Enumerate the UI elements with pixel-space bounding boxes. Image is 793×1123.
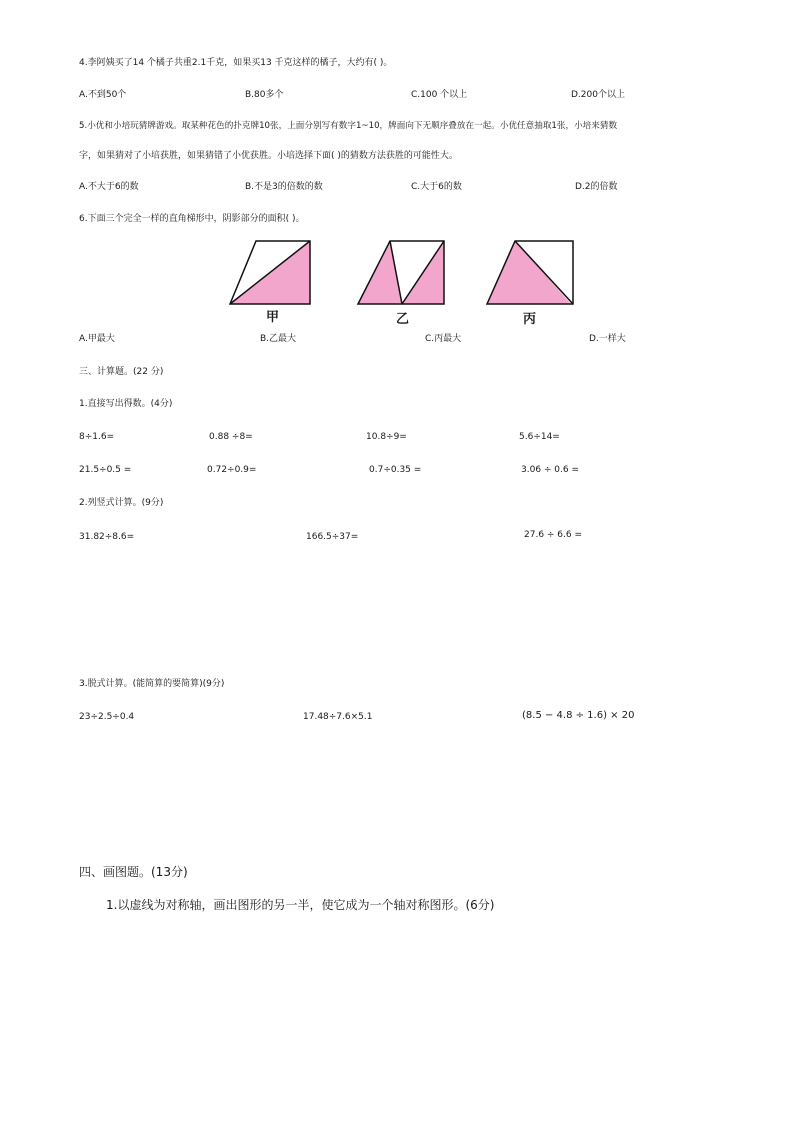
trapezoid-yi-figure (356, 240, 456, 310)
calc-item: 21.5÷0.5 = (79, 465, 132, 475)
q4-option-a: A.不到50个 (79, 90, 127, 100)
section4-part1-title: 1.以虚线为对称轴，画出图形的另一半，使它成为一个轴对称图形。(6分) (106, 898, 495, 912)
label-bing: 丙 (523, 312, 537, 327)
section3-part3-title: 3.脱式计算。(能简算的要简算)(9分) (79, 679, 225, 689)
trapezoid-jia-figure (228, 240, 328, 310)
q6-option-b: B.乙最大 (260, 334, 297, 344)
label-jia: 甲 (266, 310, 280, 325)
calc-item: 3.06 ÷ 0.6 = (521, 465, 580, 475)
mixed-calc-item: 17.48÷7.6×5.1 (303, 712, 373, 722)
vertical-calc-item: 166.5÷37= (306, 532, 359, 542)
q5-option-b: B.不是3的倍数的数 (245, 182, 323, 192)
q6-option-d: D.一样大 (589, 334, 626, 344)
vertical-calc-item: 27.6 ÷ 6.6 = (524, 530, 583, 540)
section3-part2-title: 2.列竖式计算。(9分) (79, 498, 164, 508)
section3-part1-title: 1.直接写出得数。(4分) (79, 399, 173, 409)
q5-option-c: C.大于6的数 (411, 182, 462, 192)
q6-option-c: C.丙最大 (425, 334, 462, 344)
q5-option-d: D.2的倍数 (575, 182, 618, 192)
q5-text-line1: 5.小优和小培玩猜牌游戏。取某种花色的扑克牌10张，上面分别写有数字1~10，牌面向下无顺序叠放在一起。小优任意抽取1张，小培来猜数 (79, 121, 618, 131)
trapezoid-bing-figure (485, 240, 585, 310)
calc-item: 0.88 ÷8= (209, 432, 253, 442)
q4-option-b: B.80多个 (245, 90, 284, 100)
calc-item: 0.7÷0.35 = (369, 465, 422, 475)
section4-title: 四、画图题。(13分) (79, 865, 188, 879)
vertical-calc-item: 31.82÷8.6= (79, 532, 135, 542)
q4-text: 4.李阿姨买了14 个橘子共重2.1千克，如果买13 千克这样的橘子，大约有( )。 (79, 58, 393, 68)
q4-option-d: D.200个以上 (571, 90, 625, 100)
q6-text: 6.下面三个完全一样的直角梯形中，阴影部分的面积( )。 (79, 214, 305, 224)
label-yi: 乙 (396, 312, 410, 327)
q5-text-line2: 字，如果猜对了小培获胜，如果猜错了小优获胜。小培选择下面( )的猜数方法获胜的可能性大。 (79, 151, 458, 161)
q4-option-c: C.100 个以上 (411, 90, 468, 100)
calc-item: 10.8÷9= (366, 432, 407, 442)
calc-item: 5.6÷14= (519, 432, 560, 442)
section3-title: 三、计算题。(22 分) (79, 367, 164, 377)
calc-item: 8÷1.6= (79, 432, 115, 442)
q6-option-a: A.甲最大 (79, 334, 115, 344)
q5-option-a: A.不大于6的数 (79, 182, 139, 192)
mixed-calc-item: (8.5 − 4.8 ÷ 1.6) × 20 (522, 710, 635, 721)
mixed-calc-item: 23÷2.5÷0.4 (79, 712, 135, 722)
trapezoid-bing-shaded-triangle (487, 241, 571, 304)
calc-item: 0.72÷0.9= (207, 465, 257, 475)
